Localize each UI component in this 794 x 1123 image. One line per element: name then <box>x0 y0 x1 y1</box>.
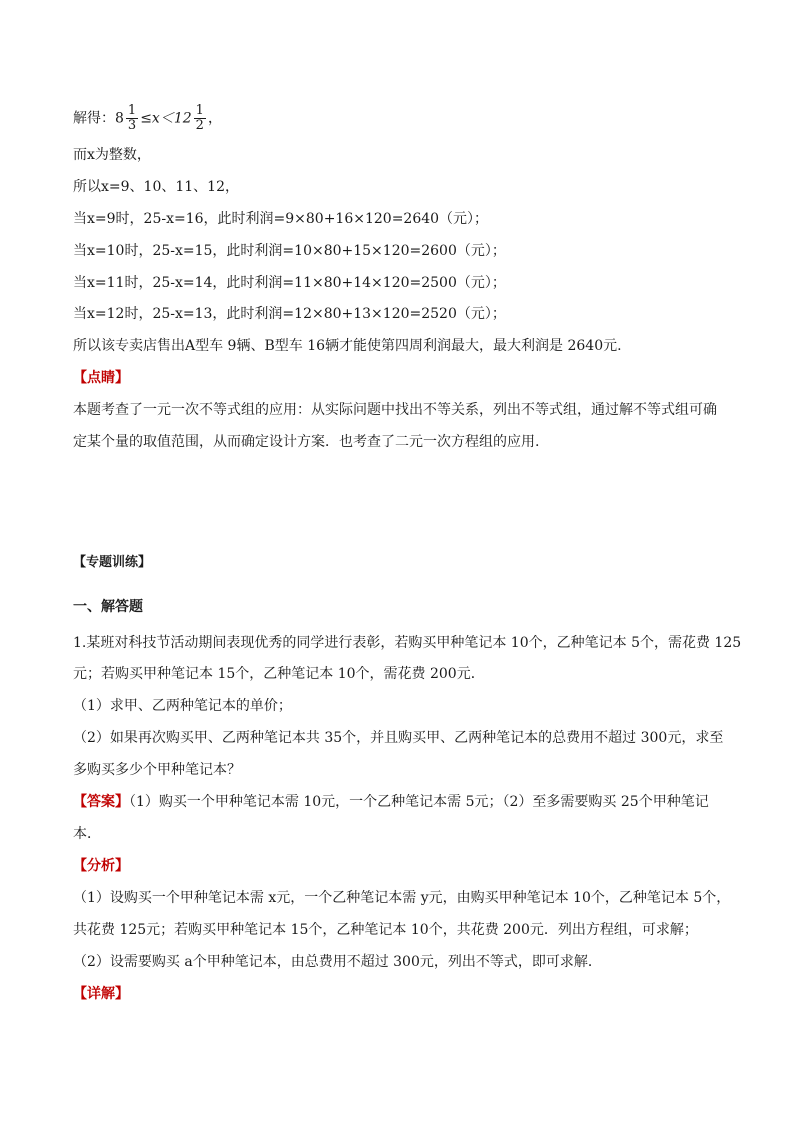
ineq-low-fraction <box>126 104 138 133</box>
question-line: （1）求甲、乙两种笔记本的单价； <box>73 698 292 714</box>
solution-line: 当x=9时，25-x=16，此时利润=9×80+16×120=2640（元）； <box>73 211 489 227</box>
solution-line: 当x=10时，25-x=15，此时利润=10×80+15×120=2600（元）； <box>73 243 506 259</box>
answer-text: （1）购买一个甲种笔记本需 10元，一个乙种笔记本需 5元；（2）至多需要购买 25个甲种笔记 <box>129 794 709 810</box>
answer-line <box>73 793 709 811</box>
question-line: 1.某班对科技节活动期间表现优秀的同学进行表彰，若购买甲种笔记本 10个，乙种笔记本 5个，需花费 125 <box>73 635 742 651</box>
analysis-line: （1）设购买一个甲种笔记本需 x元，一个乙种笔记本需 y元，由购买甲种笔记本 10个，乙种笔记本 5个， <box>73 890 731 906</box>
question-line: 元；若购买甲种笔记本 15个，乙种笔记本 10个，需花费 200元． <box>73 666 485 682</box>
solution-line: 所以x=9、10、11、12， <box>73 179 239 195</box>
ineq-low-integer: 8 <box>115 110 124 127</box>
ineq-low-denominator: 3 <box>127 118 137 133</box>
ineq-high-fraction <box>194 104 206 133</box>
question-line: （2）如果再次购买甲、乙两种笔记本共 35个，并且购买甲、乙两种笔记本的总费用不超过 300元，求至 <box>73 730 724 746</box>
detail-label: 【详解】 <box>73 986 129 1002</box>
analysis-label: 【分析】 <box>73 858 129 874</box>
ineq-low-numerator: 1 <box>127 103 137 118</box>
ineq-middle: ≤x＜12 <box>140 110 192 127</box>
ineq-high-numerator: 1 <box>195 103 204 118</box>
solution-conclusion: 所以该专卖店售出A型车 9辆、B型车 16辆才能使第四周利润最大，最大利润是 2640元. <box>73 338 622 354</box>
training-heading: 【专题训练】 <box>73 555 152 570</box>
solution-line: 而x为整数， <box>73 147 151 163</box>
answer-label: 【答案】 <box>73 794 129 810</box>
analysis-line: （2）设需要购买 a个甲种笔记本，由总费用不超过 300元，列出不等式，即可求解． <box>73 954 602 970</box>
solution-line: 当x=12时，25-x=13，此时利润=12×80+13×120=2520（元）； <box>73 306 506 322</box>
dianjing-line: 本题考查了一元一次不等式组的应用：从实际问题中找出不等关系，列出不等式组，通过解不等式组可确 <box>73 402 717 418</box>
question-line: 多购买多少个甲种笔记本？ <box>73 762 241 778</box>
ineq-end: ， <box>207 110 222 127</box>
analysis-line: 共花费 125元；若购买甲种笔记本 15个，乙种笔记本 10个，共花费 200元．列出方程组，可求解； <box>73 922 698 938</box>
dianjing-line: 定某个量的取值范围，从而确定设计方案．也考查了二元一次方程组的应用. <box>73 434 540 450</box>
section-heading: 一、解答题 <box>73 599 143 615</box>
solve-inequality-line <box>73 104 222 133</box>
answer-line-continued: 本． <box>73 826 101 842</box>
dianjing-label: 【点睛】 <box>73 370 129 386</box>
ineq-high-denominator: 2 <box>195 118 204 133</box>
solution-line: 当x=11时，25-x=14，此时利润=11×80+14×120=2500（元）； <box>73 275 506 291</box>
solve-prefix: 解得： <box>73 110 115 127</box>
